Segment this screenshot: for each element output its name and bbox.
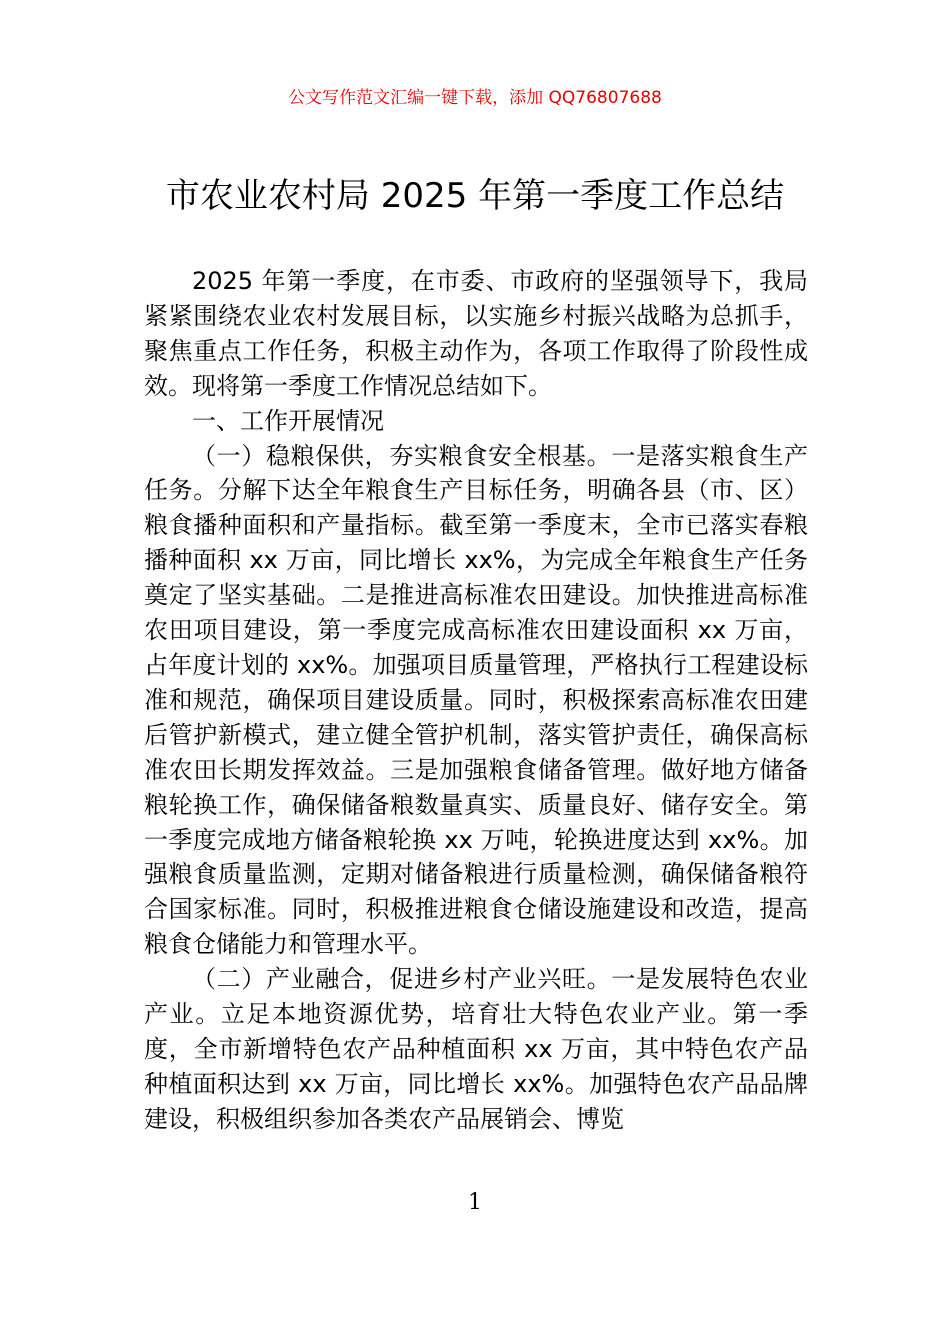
section-2-paragraph: （二）产业融合，促进乡村产业兴旺。一是发展特色农业产业。立足本地资源优势，培育壮大特色农业产业。第一季度，全市新增特色农产品种植面积 xx 万亩，其中特色农产品种植面积达到 xx 万亩，同比增长 xx%。加强特色农产品品牌建设，积极组织参加各类农产品展销会、博览 [144, 965, 808, 1133]
document-title: 市农业农村局 2025 年第一季度工作总结 [165, 176, 785, 216]
intro-paragraph: 2025 年第一季度，在市委、市政府的坚强领导下，我局紧紧围绕农业农村发展目标，以实施乡村振兴战略为总抓手，聚焦重点工作任务，积极主动作为，各项工作取得了阶段性成效。现将第一季度工作情况总结如下。 [144, 267, 808, 400]
page-number: 1 [468, 1190, 482, 1215]
section-heading: 一、工作开展情况 [192, 406, 384, 435]
download-banner: 公文写作范文汇编一键下载，添加 QQ76807688 [288, 88, 662, 108]
section-1-paragraph: （一）稳粮保供，夯实粮食安全根基。一是落实粮食生产任务。分解下达全年粮食生产目标任务，明确各县（市、区）粮食播种面积和产量指标。截至第一季度末，全市已落实春粮播种面积 xx 万亩，同比增长 xx%，为完成全年粮食生产任务奠定了坚实基础。二是推进高标准农田建设。加快推进高标准农田项目建设，第一季度完成高标准农田建设面积 xx 万亩，占年度计划的 xx%。加强项目质量管理，严格执行工程建设标准和规范，确保项目建设质量。同时，积极探索高标准农田建后管护新模式，建立健全管护机制，落实管护责任，确保高标准农田长期发挥效益。三是加强粮食储备管理。做好地方储备粮轮换工作，确保储备粮数量真实、质量良好、储存安全。第一季度完成地方储备粮轮换 xx 万吨，轮换进度达到 xx%。加强粮食质量监测，定期对储备粮进行质量检测，确保储备粮符合国家标准。同时，积极推进粮食仓储设施建设和改造，提高粮食仓储能力和管理水平。 [144, 441, 808, 959]
document-body [144, 264, 808, 1137]
